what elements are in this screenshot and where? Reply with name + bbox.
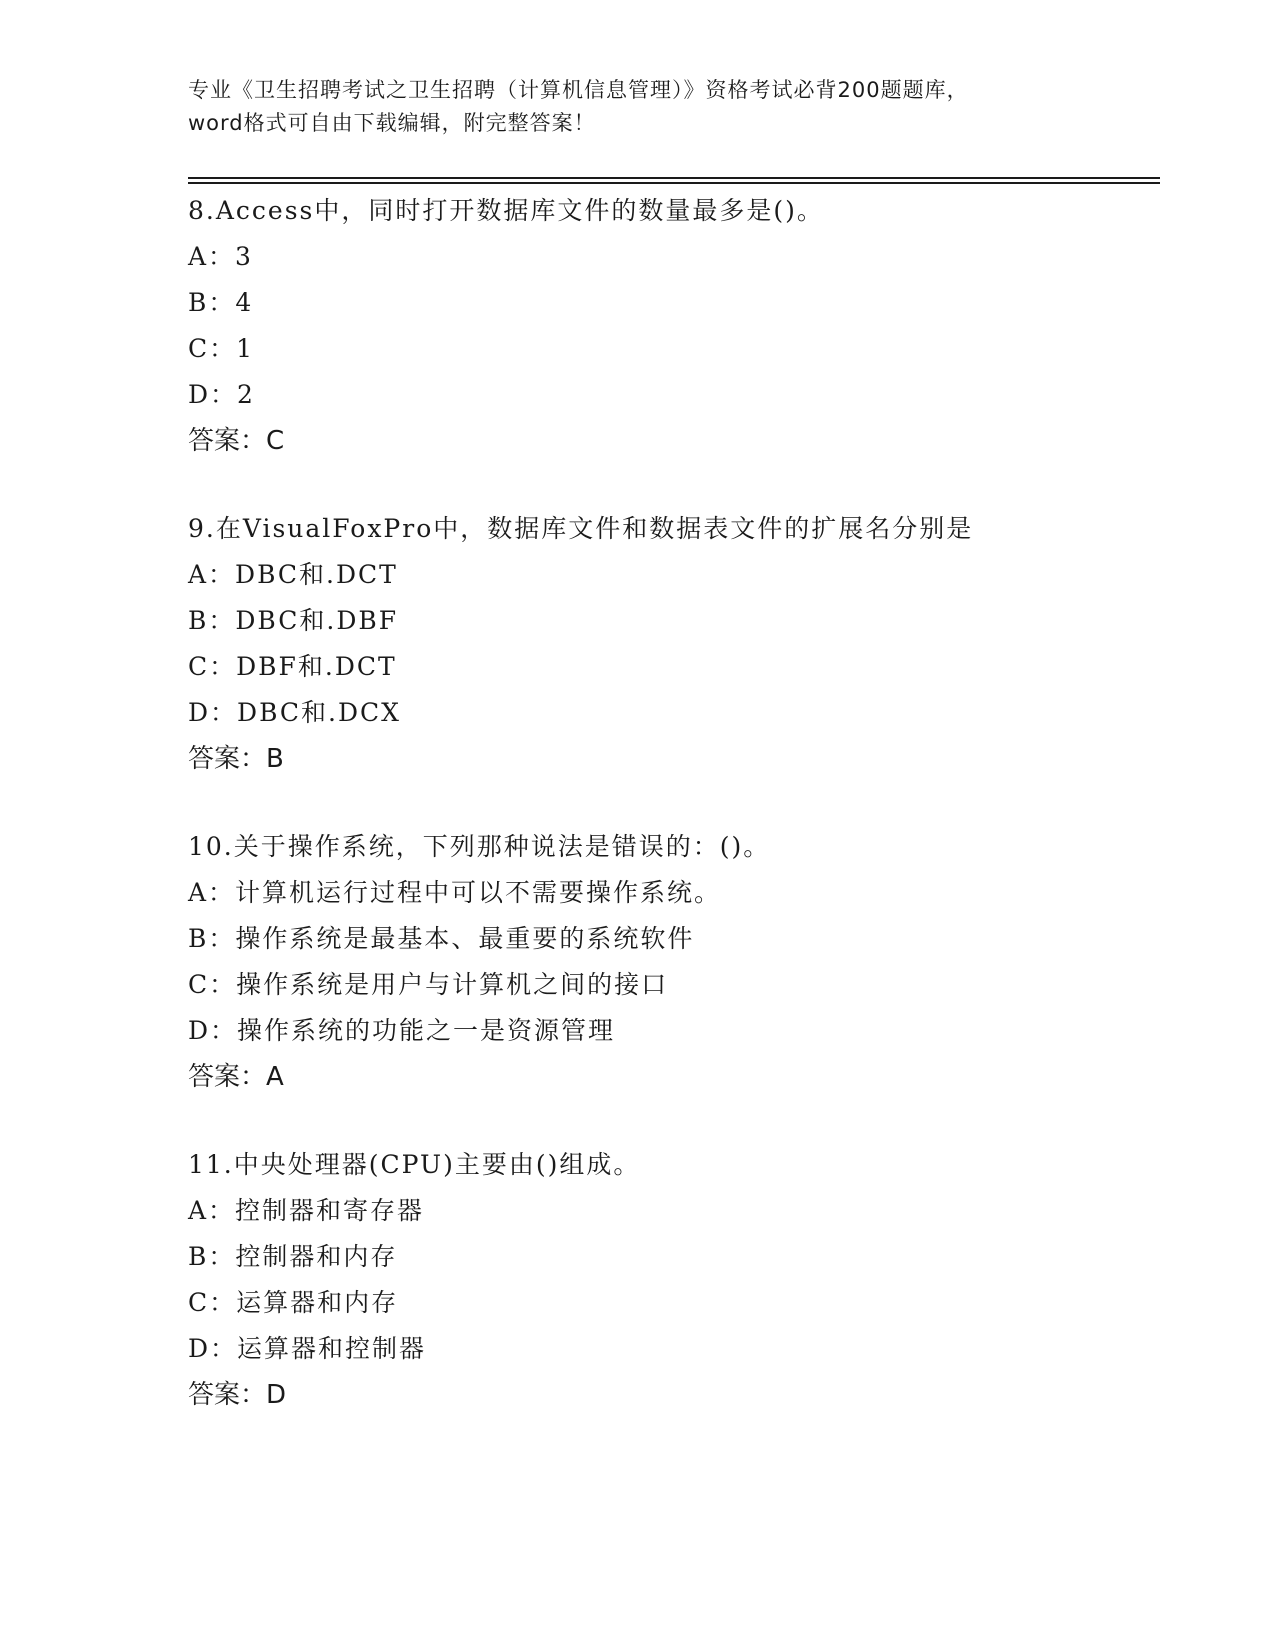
option-d: D：运算器和控制器	[188, 1334, 427, 1363]
answer: 答案：C	[188, 426, 285, 456]
option-a: A：计算机运行过程中可以不需要操作系统。	[188, 878, 722, 907]
option-a: A：DBC和.DCT	[188, 560, 398, 589]
question-11	[188, 1142, 1168, 1418]
question-text: 9.在VisualFoxPro中，数据库文件和数据表文件的扩展名分别是	[188, 514, 974, 543]
option-d: D：DBC和.DCX	[188, 698, 401, 727]
option-d: D：2	[188, 380, 255, 409]
question-8	[188, 188, 1168, 464]
option-c: C：运算器和内存	[188, 1288, 399, 1317]
answer: 答案：A	[188, 1062, 284, 1092]
question-text: 11.中央处理器(CPU)主要由()组成。	[188, 1150, 641, 1179]
option-a: A：控制器和寄存器	[188, 1196, 425, 1225]
option-b: B：控制器和内存	[188, 1242, 398, 1271]
document-header	[188, 74, 1088, 140]
header-divider-top	[188, 177, 1160, 179]
option-b: B：操作系统是最基本、最重要的系统软件	[188, 924, 695, 953]
question-text: 8.Access中，同时打开数据库文件的数量最多是()。	[188, 196, 824, 225]
option-a: A：3	[188, 242, 253, 271]
header-line-2: word格式可自由下载编辑，附完整答案！	[188, 111, 596, 135]
header-divider-bottom	[188, 182, 1160, 184]
option-c: C：DBF和.DCT	[188, 652, 397, 681]
option-d: D：操作系统的功能之一是资源管理	[188, 1016, 616, 1045]
question-text: 10.关于操作系统，下列那种说法是错误的：()。	[188, 832, 771, 861]
question-9	[188, 506, 1168, 782]
question-10	[188, 824, 1168, 1100]
answer: 答案：B	[188, 744, 284, 774]
option-b: B：4	[188, 288, 254, 317]
option-c: C：操作系统是用户与计算机之间的接口	[188, 970, 669, 999]
question-list	[188, 188, 1168, 1460]
header-line-1: 专业《卫生招聘考试之卫生招聘（计算机信息管理）》资格考试必背200题题库，	[188, 78, 969, 102]
option-b: B：DBC和.DBF	[188, 606, 399, 635]
option-c: C：1	[188, 334, 255, 363]
answer: 答案：D	[188, 1380, 287, 1410]
